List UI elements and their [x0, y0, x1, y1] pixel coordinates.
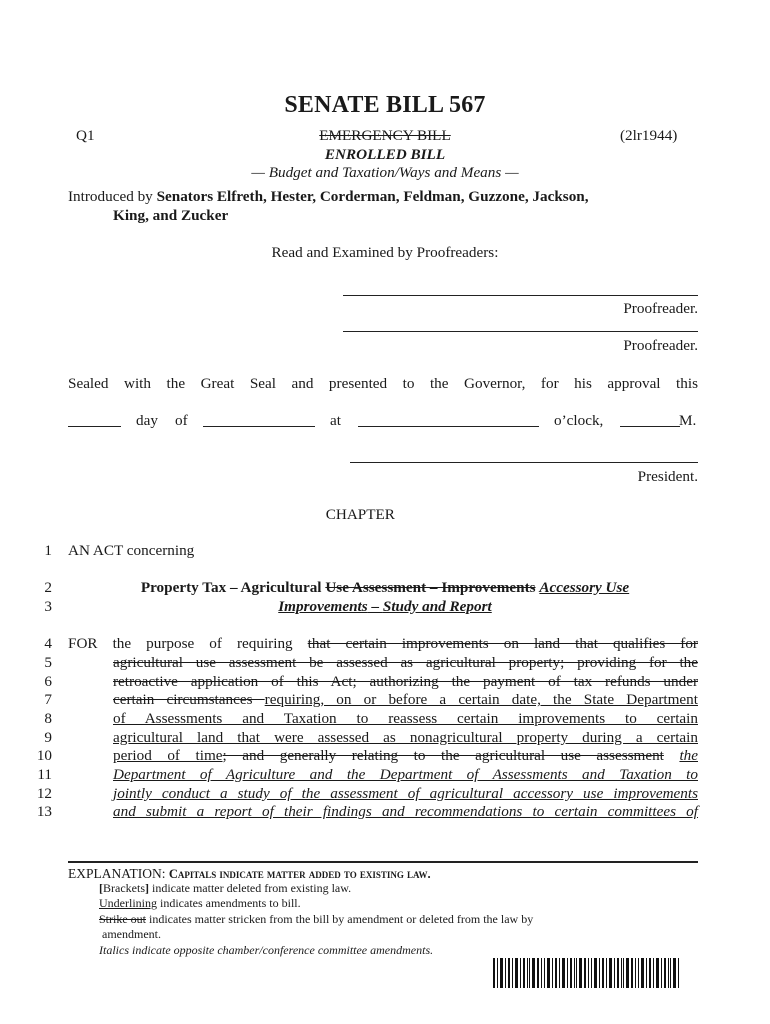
line-number: 9 [44, 729, 52, 746]
act-title-inserted-2: Improvements [278, 598, 368, 615]
purpose-prefix: FOR the purpose of requiring [68, 635, 308, 652]
purpose-struck: ; and generally relating to the agricultural use assessment [222, 747, 664, 764]
line-number: 4 [44, 635, 52, 652]
purpose-line-5: agricultural use assessment be assessed as agricultural property; providing for the [113, 654, 698, 671]
underlining-word: Underlining [99, 896, 157, 910]
explanation-strike [99, 912, 533, 928]
line-number: 10 [36, 747, 52, 764]
purpose-line-13: and submit a report of their findings and recommendations to certain committees of [113, 803, 698, 820]
act-title-inserted: Accessory Use [539, 579, 630, 596]
line-number: 6 [44, 673, 52, 690]
bill-title: SENATE BILL 567 [284, 92, 486, 118]
purpose-struck: that certain improvements on land that qualifies for [307, 635, 698, 652]
committee-line: — Budget and Taxation/Ways and Means — [251, 164, 519, 181]
sponsors-line-2: King, and Zucker [113, 207, 229, 224]
purpose-struck-underlined: requiring, on or before a certain date, the State Department [264, 691, 698, 708]
barcode-graphic [493, 958, 679, 988]
explanation-brackets [99, 881, 351, 897]
of-label: of [175, 412, 188, 429]
purpose-line-9: agricultural land that were assessed as nonagricultural property during a certain [113, 729, 698, 746]
proofreader-label-1: Proofreader. [623, 300, 698, 317]
purpose-line-8: of Assessments and Taxation to reassess certain improvements to certain [113, 710, 698, 727]
act-title-inserted-3: Study and Report [382, 598, 492, 615]
day-label: day [136, 412, 158, 429]
underlining-rest: indicates amendments to bill. [157, 896, 301, 910]
sponsors-line-1: Senators Elfreth, Hester, Corderman, Feldman, Guzzone, Jackson, [156, 188, 589, 205]
purpose-line-12: jointly conduct a study of the assessment of agricultural accessory use improvements [113, 785, 698, 802]
bracket-close: ] [144, 881, 149, 895]
proofreader-line-2 [343, 331, 698, 332]
drafting-code: (2lr1944) [620, 127, 678, 144]
month-blank [203, 426, 315, 427]
subject-code: Q1 [76, 127, 95, 144]
purpose-struck: certain circumstances [113, 691, 265, 708]
line-number: 11 [37, 766, 52, 783]
line-number: 1 [44, 542, 52, 559]
oclock-label: o’clock, [554, 412, 604, 429]
explanation-strike-cont: amendment. [102, 927, 161, 941]
chapter-line [0, 505, 770, 524]
at-label: at [330, 412, 341, 429]
chapter-label: CHAPTER [325, 506, 395, 523]
purpose-line-6: retroactive application of this Act; authorizing the payment of tax refunds under [113, 673, 698, 690]
bracket-open: [ [99, 881, 103, 895]
act-concerning: AN ACT concerning [68, 542, 195, 559]
m-blank [620, 426, 680, 427]
strike-word: Strike out [99, 912, 146, 926]
line-number: 13 [36, 803, 52, 820]
line-number: 12 [36, 785, 52, 802]
strike-rest: indicates matter stricken from the bill by amendment or deleted from the law by [146, 912, 534, 926]
act-title-line-1 [0, 578, 770, 597]
day-blank [68, 426, 121, 427]
line-number: 2 [44, 579, 52, 596]
purpose-line-7 [113, 690, 698, 709]
line-number: 3 [44, 598, 52, 615]
brackets-rest: indicate matter deleted from existing law. [148, 881, 352, 895]
line-number: 8 [44, 710, 52, 727]
brackets-word: Brackets [103, 881, 145, 895]
purpose-struck-underlined: period of time [113, 747, 223, 764]
introduced-by [68, 187, 589, 206]
sealed-text: Sealed with the Great Seal and presented to the Governor, for his approval this [68, 375, 698, 392]
act-title-dash: – [367, 598, 383, 615]
proofreader-line-1 [343, 295, 698, 296]
purpose-inserted: the [679, 747, 698, 764]
explanation-underlining [99, 896, 301, 912]
line-number: 5 [44, 654, 52, 671]
purpose-line-4 [68, 634, 698, 653]
act-title-text: Property Tax – Agricultural [140, 579, 326, 596]
introduced-prefix: Introduced by [68, 188, 157, 205]
line-number: 7 [44, 691, 52, 708]
emergency-bill-struck: EMERGENCY BILL [319, 127, 451, 144]
president-label: President. [637, 468, 698, 485]
time-blank [358, 426, 539, 427]
president-line [350, 462, 698, 463]
read-examined-label: Read and Examined by Proofreaders: [271, 244, 499, 261]
proofreader-label-2: Proofreader. [623, 337, 698, 354]
act-title-line-2 [0, 597, 770, 616]
act-title-struck: Use Assessment – Improvements [325, 579, 536, 596]
explanation-italics: Italics indicate opposite chamber/conference committee amendments. [99, 943, 434, 957]
chapter-blank [399, 506, 445, 523]
footer-rule [68, 861, 698, 863]
purpose-line-10 [113, 746, 698, 765]
explanation-label: EXPLANATION: [68, 866, 169, 881]
m-label: M. [679, 412, 697, 429]
explanation-capitals: Capitals indicate matter added to existing law. [168, 867, 431, 881]
purpose-line-11: Department of Agriculture and the Department of Assessments and Taxation to [113, 766, 698, 783]
enrolled-bill-label: ENROLLED BILL [324, 146, 446, 163]
